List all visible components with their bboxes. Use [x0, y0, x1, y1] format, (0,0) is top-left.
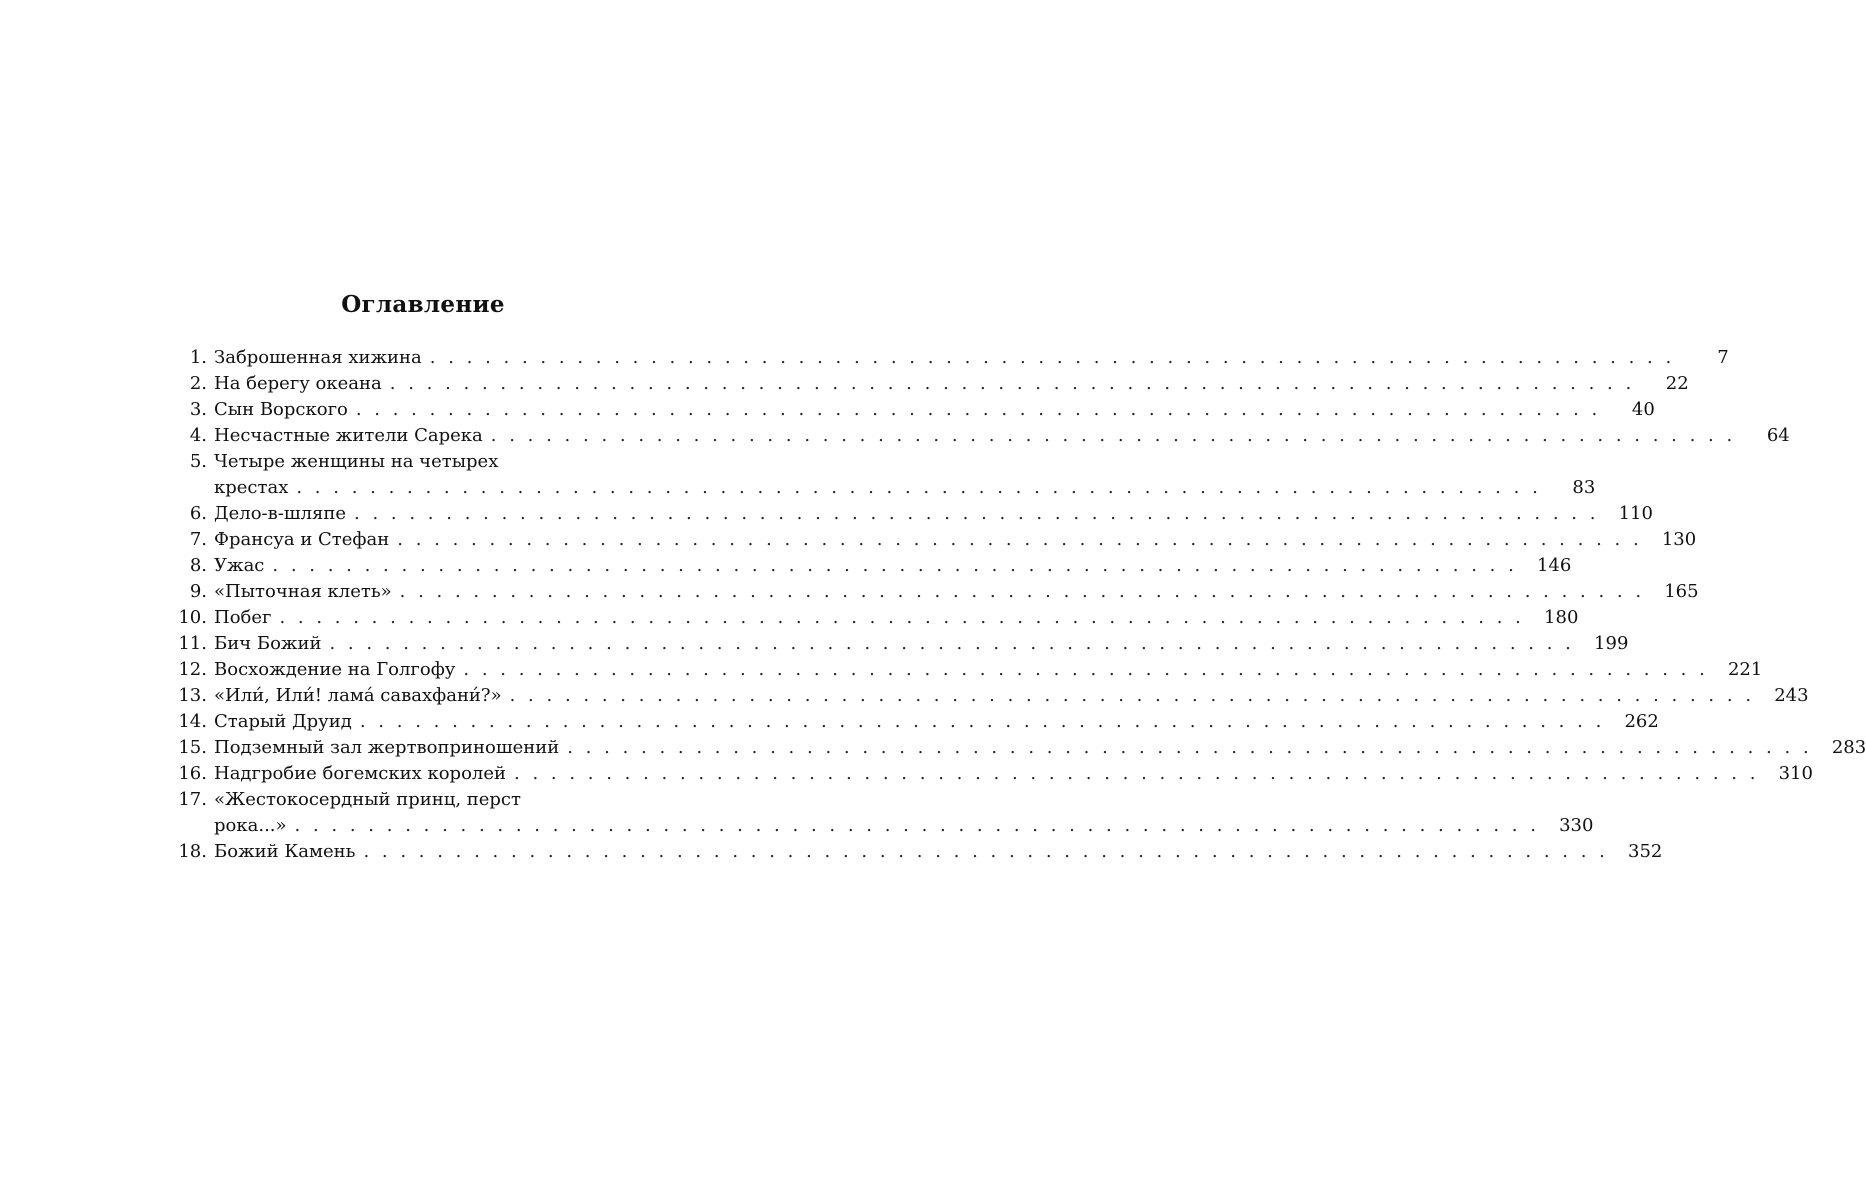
toc-entry-page-number: 310: [1778, 763, 1813, 784]
dot-leader: [360, 709, 1605, 735]
toc-entry-title: Несчастные жители Сарека: [214, 425, 483, 446]
toc-entry-title: Подземный зал жертвоприношений: [214, 737, 560, 758]
toc-entry-title: «Пыточная клеть»: [214, 581, 392, 602]
toc-entry-page-number: 221: [1727, 659, 1763, 680]
toc-entry-page-number: 352: [1628, 841, 1663, 862]
toc-entry-line: [178, 553, 1572, 579]
dot-leader: [354, 501, 1599, 527]
toc-entry-title: крестах: [214, 477, 289, 498]
dot-leader: [295, 813, 1540, 839]
toc-entry: [178, 683, 1809, 709]
toc-entry: [178, 449, 1596, 501]
toc-entry-line: [178, 423, 1790, 449]
toc-entry-page-number: 243: [1774, 685, 1809, 706]
toc-entry-line: [178, 371, 1689, 397]
toc-entry: [178, 579, 1699, 605]
toc-entry-page-number: 22: [1665, 373, 1689, 394]
toc-entry-line: [178, 709, 1659, 735]
toc-entry: [178, 709, 1659, 735]
toc-entry-line: [178, 761, 1813, 787]
toc-entry-line: [178, 735, 1866, 761]
toc-entry-line: [178, 449, 662, 475]
toc-entry: [178, 345, 1729, 371]
toc-entry-line: [178, 683, 1809, 709]
toc-entry-number: 16.: [178, 763, 207, 784]
toc-entry-page-number: 64: [1766, 425, 1790, 446]
toc-entry: [178, 787, 1594, 839]
toc-entry-number: 17.: [178, 789, 207, 810]
toc-entry-line: [178, 579, 1699, 605]
toc-entry: [178, 553, 1572, 579]
toc-entry-number: 18.: [178, 841, 207, 862]
dot-leader: [390, 371, 1635, 397]
toc-entry: [178, 605, 1579, 631]
toc-entry-line: [178, 657, 1763, 683]
toc-entry-page-number: 283: [1831, 737, 1866, 758]
toc-entry-title: Ужас: [214, 555, 265, 576]
toc-entry-number: 13.: [178, 685, 207, 706]
toc-entry-page-number: 130: [1661, 529, 1697, 550]
toc-entry-continuation-line: [178, 813, 1594, 839]
toc-entry-number: 10.: [178, 607, 207, 628]
toc-entry-number: 3.: [189, 399, 207, 420]
toc-entry-number: 5.: [189, 451, 207, 472]
toc-entry: [178, 527, 1697, 553]
dot-leader: [329, 631, 1574, 657]
toc-entry-title: «Жестокосердный принц, перст: [214, 789, 521, 810]
toc-entry-continuation-line: [178, 475, 1596, 501]
toc-entry-line: [178, 501, 1653, 527]
toc-entry-number: 8.: [189, 555, 207, 576]
toc-entry-page-number: 165: [1664, 581, 1699, 602]
toc-entry-number: 9.: [189, 581, 207, 602]
toc-entry-page-number: 330: [1559, 815, 1594, 836]
toc-entry-line: [178, 397, 1655, 423]
toc-entry-title: Побег: [214, 607, 272, 628]
toc-entry-line: [178, 605, 1579, 631]
toc-list: [178, 345, 1866, 865]
toc-entry: [178, 371, 1689, 397]
toc-entry-page-number: 110: [1618, 503, 1653, 524]
dot-leader: [296, 475, 1541, 501]
toc-entry-title: На берегу океана: [214, 373, 382, 394]
toc-entry-title: Старый Друид: [214, 711, 352, 732]
toc-entry-page-number: 146: [1536, 555, 1572, 576]
toc-entry: [178, 761, 1813, 787]
toc-entry-number: 4.: [189, 425, 207, 446]
toc-entry-title: Восхождение на Голгофу: [214, 659, 456, 680]
toc-entry-title: Надгробие богемских королей: [214, 763, 506, 784]
toc-entry-title: «Или́, Или́! лама́ савахфани́?»: [214, 685, 502, 706]
toc-entry-title: Сын Ворского: [214, 399, 348, 420]
toc-entry-title: Заброшенная хижина: [214, 347, 422, 368]
toc-entry: [178, 397, 1655, 423]
dot-leader: [397, 527, 1642, 553]
toc-entry-page-number: 83: [1572, 477, 1596, 498]
toc-entry: [178, 657, 1763, 683]
dot-leader: [463, 657, 1708, 683]
toc-entry-title: Четыре женщины на четырех: [214, 451, 499, 472]
table-of-contents: [178, 288, 1866, 865]
toc-entry: [178, 423, 1790, 449]
toc-entry-page-number: 40: [1631, 399, 1655, 420]
toc-entry-title: Дело-в-шляпе: [214, 503, 347, 524]
toc-entry-line: [178, 345, 1729, 371]
toc-entry-number: 7.: [189, 529, 207, 550]
toc-entry-title: Бич Божий: [214, 633, 322, 654]
toc-entry-number: 14.: [178, 711, 207, 732]
dot-leader: [400, 579, 1645, 605]
toc-entry-line: [178, 527, 1697, 553]
toc-entry-number: 2.: [189, 373, 207, 394]
toc-entry-line: [178, 631, 1629, 657]
dot-leader: [363, 839, 1608, 865]
toc-entry-page-number: 199: [1594, 633, 1629, 654]
toc-entry-line: [178, 839, 1663, 865]
toc-entry-page-number: 180: [1544, 607, 1579, 628]
dot-leader: [567, 735, 1812, 761]
toc-entry: [178, 501, 1653, 527]
toc-entry-number: 11.: [178, 633, 207, 654]
toc-entry-title: Божий Камень: [214, 841, 356, 862]
toc-entry-title: Франсуа и Стефан: [214, 529, 390, 550]
toc-entry-page-number: 7: [1717, 347, 1729, 368]
toc-entry-number: 15.: [178, 737, 207, 758]
toc-entry-page-number: 262: [1624, 711, 1659, 732]
toc-entry-number: 6.: [189, 503, 207, 524]
toc-entry: [178, 735, 1866, 761]
dot-leader: [491, 423, 1736, 449]
toc-entry-line: [178, 787, 662, 813]
dot-leader: [510, 683, 1755, 709]
dot-leader: [514, 761, 1759, 787]
toc-entry: [178, 839, 1663, 865]
toc-heading: Оглавление: [341, 291, 505, 318]
dot-leader: [356, 397, 1601, 423]
toc-entry-number: 12.: [178, 659, 207, 680]
dot-leader: [279, 605, 1524, 631]
dot-leader: [430, 345, 1675, 371]
toc-entry: [178, 631, 1629, 657]
toc-entry-title: рока...»: [214, 815, 287, 836]
toc-entry-number: 1.: [189, 347, 207, 368]
dot-leader: [272, 553, 1517, 579]
